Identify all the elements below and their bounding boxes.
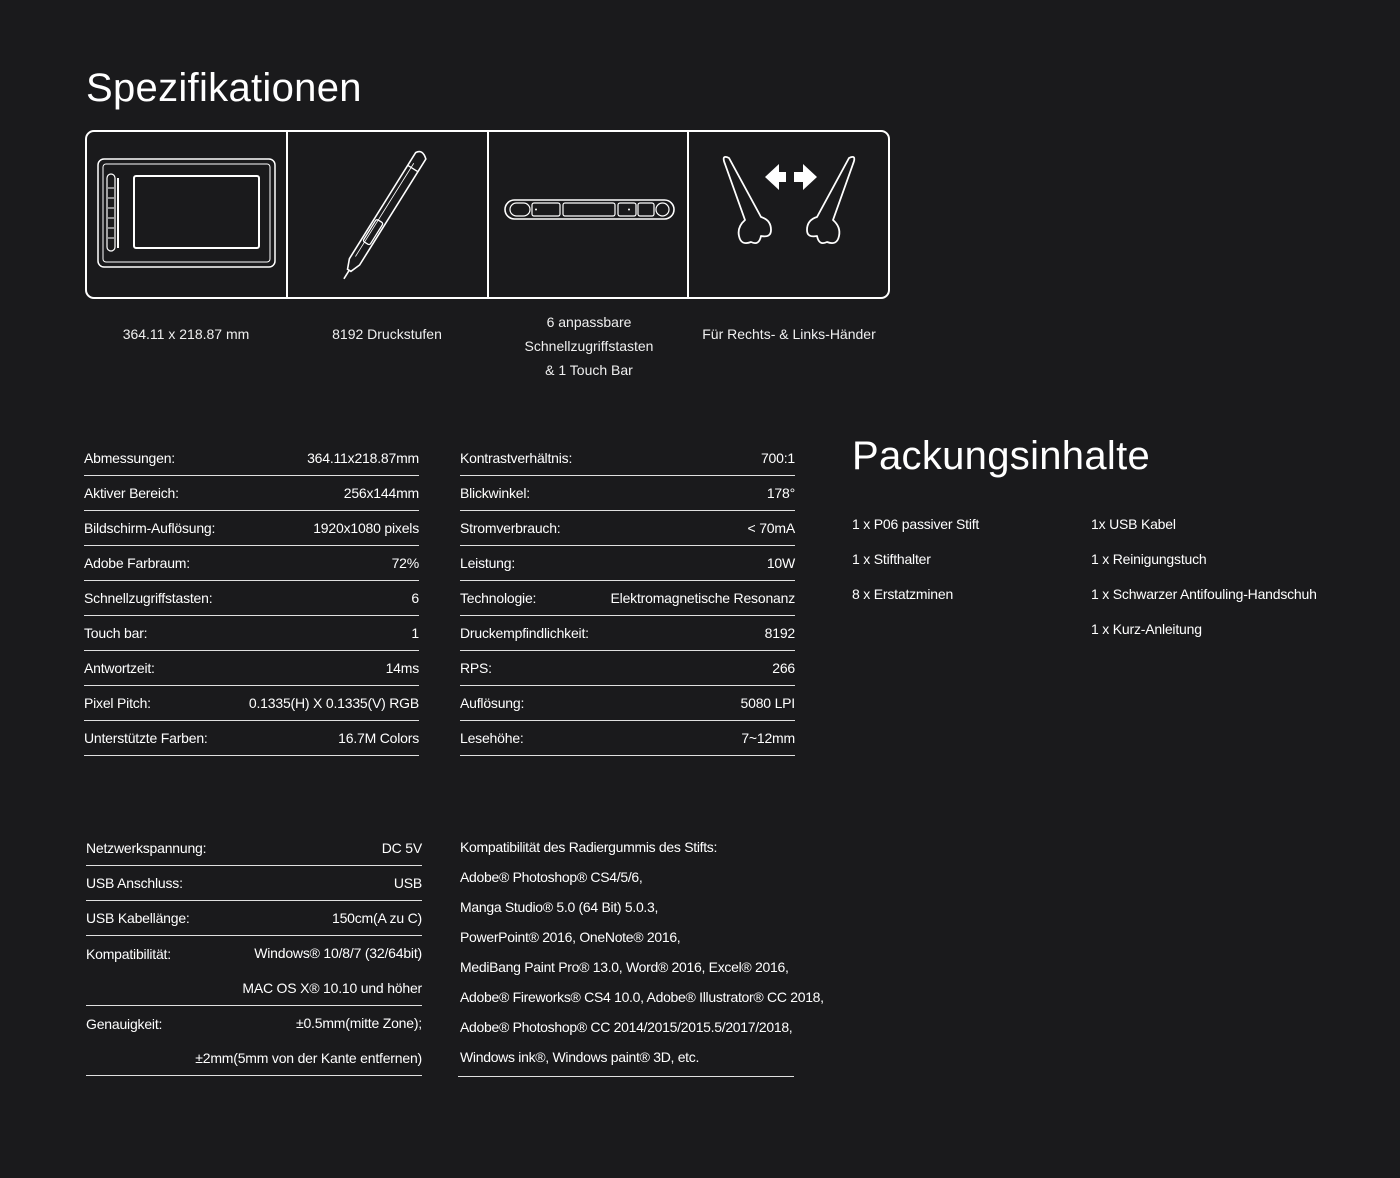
- spec-row: [86, 1006, 422, 1076]
- spec-value: 0.1335(H) X 0.1335(V) RGB: [248, 695, 419, 711]
- spec-value: 266: [772, 660, 795, 676]
- spec-value: 1: [411, 625, 419, 641]
- spec-value: 8192: [764, 625, 795, 641]
- spec-label: Unterstützte Farben:: [84, 730, 208, 746]
- spec-row: [84, 686, 419, 721]
- spec-row: [460, 476, 795, 511]
- spec-row: [84, 476, 419, 511]
- pen-icon: [288, 132, 488, 297]
- spec-row: [84, 511, 419, 546]
- spec-label: Auflösung:: [460, 695, 525, 711]
- package-item: 1 x Reinigungstuch: [1091, 551, 1207, 567]
- left-right-hand-icon: [689, 132, 889, 297]
- caption-pressure: 8192 Druckstufen: [332, 326, 442, 342]
- spec-label: Stromverbrauch:: [460, 520, 561, 536]
- spec-row: [86, 866, 422, 901]
- spec-row: [460, 581, 795, 616]
- compat-line: PowerPoint® 2016, OneNote® 2016,: [460, 929, 681, 945]
- compat-line: Adobe® Photoshop® CS4/5/6,: [460, 869, 643, 885]
- caption-size: 364.11 x 218.87 mm: [122, 326, 250, 342]
- spec-row: [460, 721, 795, 756]
- spec-row: [84, 581, 419, 616]
- spec-value: 364.11x218.87mm: [307, 450, 419, 466]
- spec-label: Touch bar:: [84, 625, 148, 641]
- spec-value: 10W: [766, 555, 795, 571]
- pen-spec-table: [460, 441, 795, 756]
- compat-line: Manga Studio® 5.0 (64 Bit) 5.0.3,: [460, 899, 659, 915]
- package-title: Packungsinhalte: [852, 434, 1151, 478]
- spec-label: Bildschirm-Auflösung:: [84, 520, 216, 536]
- spec-label: Kontrastverhältnis:: [460, 450, 573, 466]
- spec-value: 6: [411, 590, 419, 606]
- spec-label: Aktiver Bereich:: [84, 485, 179, 501]
- caption-keys: 6 anpassbare Schnellzugriffstasten & 1 Touch Bar: [524, 314, 654, 378]
- spec-value: < 70mA: [747, 520, 795, 536]
- spec-value: 16.7M Colors: [338, 730, 419, 746]
- package-list-left: [852, 509, 979, 614]
- spec-label: USB Kabellänge:: [86, 910, 190, 926]
- eraser-compatibility-list: [460, 832, 824, 1072]
- spec-title: Spezifikationen: [86, 66, 362, 110]
- compat-line: Adobe® Photoshop® CC 2014/2015/2015.5/2017/2018,: [460, 1019, 793, 1035]
- feature-cell-pen: [288, 132, 489, 297]
- spec-value: 150cm(A zu C): [332, 910, 422, 926]
- spec-label: Schnellzugriffstasten:: [84, 590, 213, 606]
- spec-label: Kompatibilität:: [86, 946, 171, 962]
- spec-row: [460, 546, 795, 581]
- feature-icon-box: [85, 130, 890, 299]
- spec-row: [460, 616, 795, 651]
- spec-label: Abmessungen:: [84, 450, 175, 466]
- spec-value: [242, 936, 422, 1005]
- compat-line: Adobe® Fireworks® CS4 10.0, Adobe® Illustrator® CC 2018,: [460, 989, 824, 1005]
- spec-label: RPS:: [460, 660, 492, 676]
- divider: [458, 1076, 794, 1077]
- spec-value: 14ms: [385, 660, 419, 676]
- spec-label: USB Anschluss:: [86, 875, 183, 891]
- spec-row: [460, 686, 795, 721]
- spec-row: [460, 511, 795, 546]
- spec-value: 1920x1080 pixels: [313, 520, 419, 536]
- spec-row: [84, 721, 419, 756]
- spec-row: [86, 936, 422, 1006]
- spec-value: 72%: [391, 555, 419, 571]
- package-item: 1 x Stifthalter: [852, 551, 931, 567]
- package-list-right: [1091, 509, 1317, 649]
- spec-row: [460, 441, 795, 476]
- package-item: 8 x Erstatzminen: [852, 586, 954, 602]
- spec-value: 178°: [766, 485, 795, 501]
- spec-label: Druckempfindlichkeit:: [460, 625, 589, 641]
- compat-line: Kompatibilität des Radiergummis des Stifts:: [460, 839, 718, 855]
- spec-row: [84, 616, 419, 651]
- spec-label: Netzwerkspannung:: [86, 840, 207, 856]
- spec-value: Elektromagnetische Resonanz: [610, 590, 795, 606]
- spec-label: Blickwinkel:: [460, 485, 530, 501]
- compat-line: Windows ink®, Windows paint® 3D, etc.: [460, 1049, 700, 1065]
- spec-row: [86, 831, 422, 866]
- display-spec-table: [84, 441, 419, 756]
- power-spec-table: [86, 831, 422, 1076]
- spec-label: Lesehöhe:: [460, 730, 524, 746]
- spec-label: Technologie:: [460, 590, 537, 606]
- spec-row: [84, 546, 419, 581]
- spec-value: 7~12mm: [741, 730, 795, 746]
- spec-value-line: MAC OS X® 10.10 und höher: [242, 980, 422, 996]
- spec-label: Antwortzeit:: [84, 660, 155, 676]
- spec-value: USB: [393, 875, 422, 891]
- package-item: 1 x Kurz-Anleitung: [1091, 621, 1202, 637]
- spec-value: 5080 LPI: [740, 695, 795, 711]
- spec-row: [460, 651, 795, 686]
- package-item: 1x USB Kabel: [1091, 516, 1176, 532]
- spec-label: Leistung:: [460, 555, 516, 571]
- spec-value: 256x144mm: [343, 485, 419, 501]
- express-keys-icon: [489, 132, 689, 297]
- spec-label: Genauigkeit:: [86, 1016, 163, 1032]
- spec-row: [84, 441, 419, 476]
- spec-value-line: ±0.5mm(mitte Zone);: [295, 1015, 422, 1031]
- feature-cell-hands: [689, 132, 888, 297]
- spec-label: Adobe Farbraum:: [84, 555, 190, 571]
- spec-row: [84, 651, 419, 686]
- spec-value: 700:1: [760, 450, 795, 466]
- tablet-display-icon: [87, 132, 287, 297]
- caption-hands: Für Rechts- & Links-Händer: [702, 326, 876, 342]
- spec-value-line: Windows® 10/8/7 (32/64bit): [254, 945, 422, 961]
- spec-row: [86, 901, 422, 936]
- compat-line: MediBang Paint Pro® 13.0, Word® 2016, Excel® 2016,: [460, 959, 789, 975]
- spec-label: Pixel Pitch:: [84, 695, 151, 711]
- feature-cell-keys: [489, 132, 690, 297]
- feature-cell-tablet: [87, 132, 288, 297]
- package-item: 1 x P06 passiver Stift: [852, 516, 980, 532]
- spec-value-line: ±2mm(5mm von der Kante entfernen): [195, 1050, 422, 1066]
- spec-value: DC 5V: [381, 840, 422, 856]
- spec-value: [195, 1006, 422, 1075]
- package-item: 1 x Schwarzer Antifouling-Handschuh: [1091, 586, 1317, 602]
